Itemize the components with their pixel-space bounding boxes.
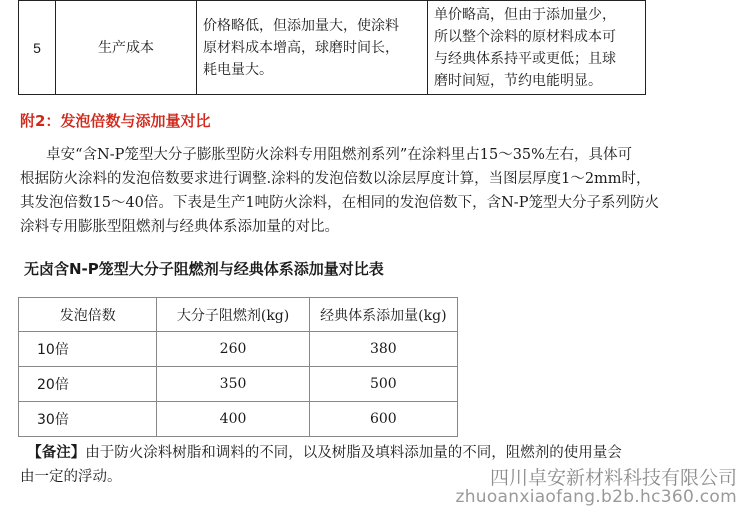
classic-amount-cell: 380: [309, 332, 457, 367]
remark-line: 由一定的浮动。: [20, 469, 122, 485]
column-header: 发泡倍数: [19, 298, 157, 332]
remark-line: [20, 441, 740, 465]
watermark-company: 四川卓安新材料科技有限公司: [489, 467, 737, 489]
macro-system-cell: [428, 1, 646, 95]
table-title: 无卤含N-P笼型大分子阻燃剂与经典体系添加量对比表: [24, 260, 384, 278]
remark-tag: 【备注】: [27, 444, 86, 461]
cell-line: 磨时间短，节约电能明显。: [434, 72, 602, 89]
addition-comparison-table: [18, 297, 458, 437]
table-row: [19, 332, 458, 367]
cell-line: 价格略低，但添加量大，使涂料: [203, 17, 399, 34]
paragraph-line: 其发泡倍数15～40倍。下表是生产1吨防火涂料，在相同的发泡倍数下，含N-P笼型大分子系列防火: [20, 195, 659, 211]
row-number: 5: [19, 1, 56, 95]
macro-amount-cell: 400: [157, 402, 309, 437]
cell-line: 原材料成本增高，球磨时间长，: [203, 39, 399, 56]
paragraph-line: 卓安“含N-P笼型大分子膨胀型防火涂料专用阻燃剂系列”在涂料里占15～35%左右，具体可: [46, 147, 632, 163]
intro-paragraph: [20, 143, 732, 239]
row-item: 生产成本: [56, 1, 197, 95]
table-row: [19, 367, 458, 402]
classic-system-cell: [197, 1, 428, 95]
table-header-row: [19, 298, 458, 332]
macro-amount-cell: 350: [157, 367, 309, 402]
watermark-url: zhuoanxiaofang.b2b.hc360.com: [455, 487, 737, 507]
macro-amount-cell: 260: [157, 332, 309, 367]
section-title: 附2：发泡倍数与添加量对比: [20, 112, 211, 130]
table-row: [19, 402, 458, 437]
foam-ratio-cell: 30倍: [19, 402, 157, 437]
classic-amount-cell: 600: [309, 402, 457, 437]
classic-amount-cell: 500: [309, 367, 457, 402]
foam-ratio-cell: 20倍: [19, 367, 157, 402]
remark-text: 由于防火涂料树脂和调料的不同，以及树脂及填料添加量的不同，阻燃剂的使用量会: [85, 445, 622, 461]
cell-line: 与经典体系持平或更低；且球: [434, 50, 616, 67]
column-header: 经典体系添加量(kg): [309, 298, 457, 332]
column-header: 大分子阻燃剂(kg): [157, 298, 309, 332]
paragraph-line: 根据防火涂料的发泡倍数要求进行调整.涂料的发泡倍数以涂层厚度计算，当图层厚度1～2mm时，: [20, 171, 651, 187]
table-row: [19, 1, 646, 95]
paragraph-line: 涂料专用膨胀型阻燃剂与经典体系添加量的对比。: [20, 219, 339, 235]
cell-line: 所以整个涂料的原材料成本可: [434, 28, 616, 45]
cost-comparison-table-fragment: [18, 0, 646, 95]
cell-line: 耗电量大。: [203, 61, 273, 78]
cell-line: 单价略高，但由于添加量少，: [434, 6, 616, 23]
foam-ratio-cell: 10倍: [19, 332, 157, 367]
